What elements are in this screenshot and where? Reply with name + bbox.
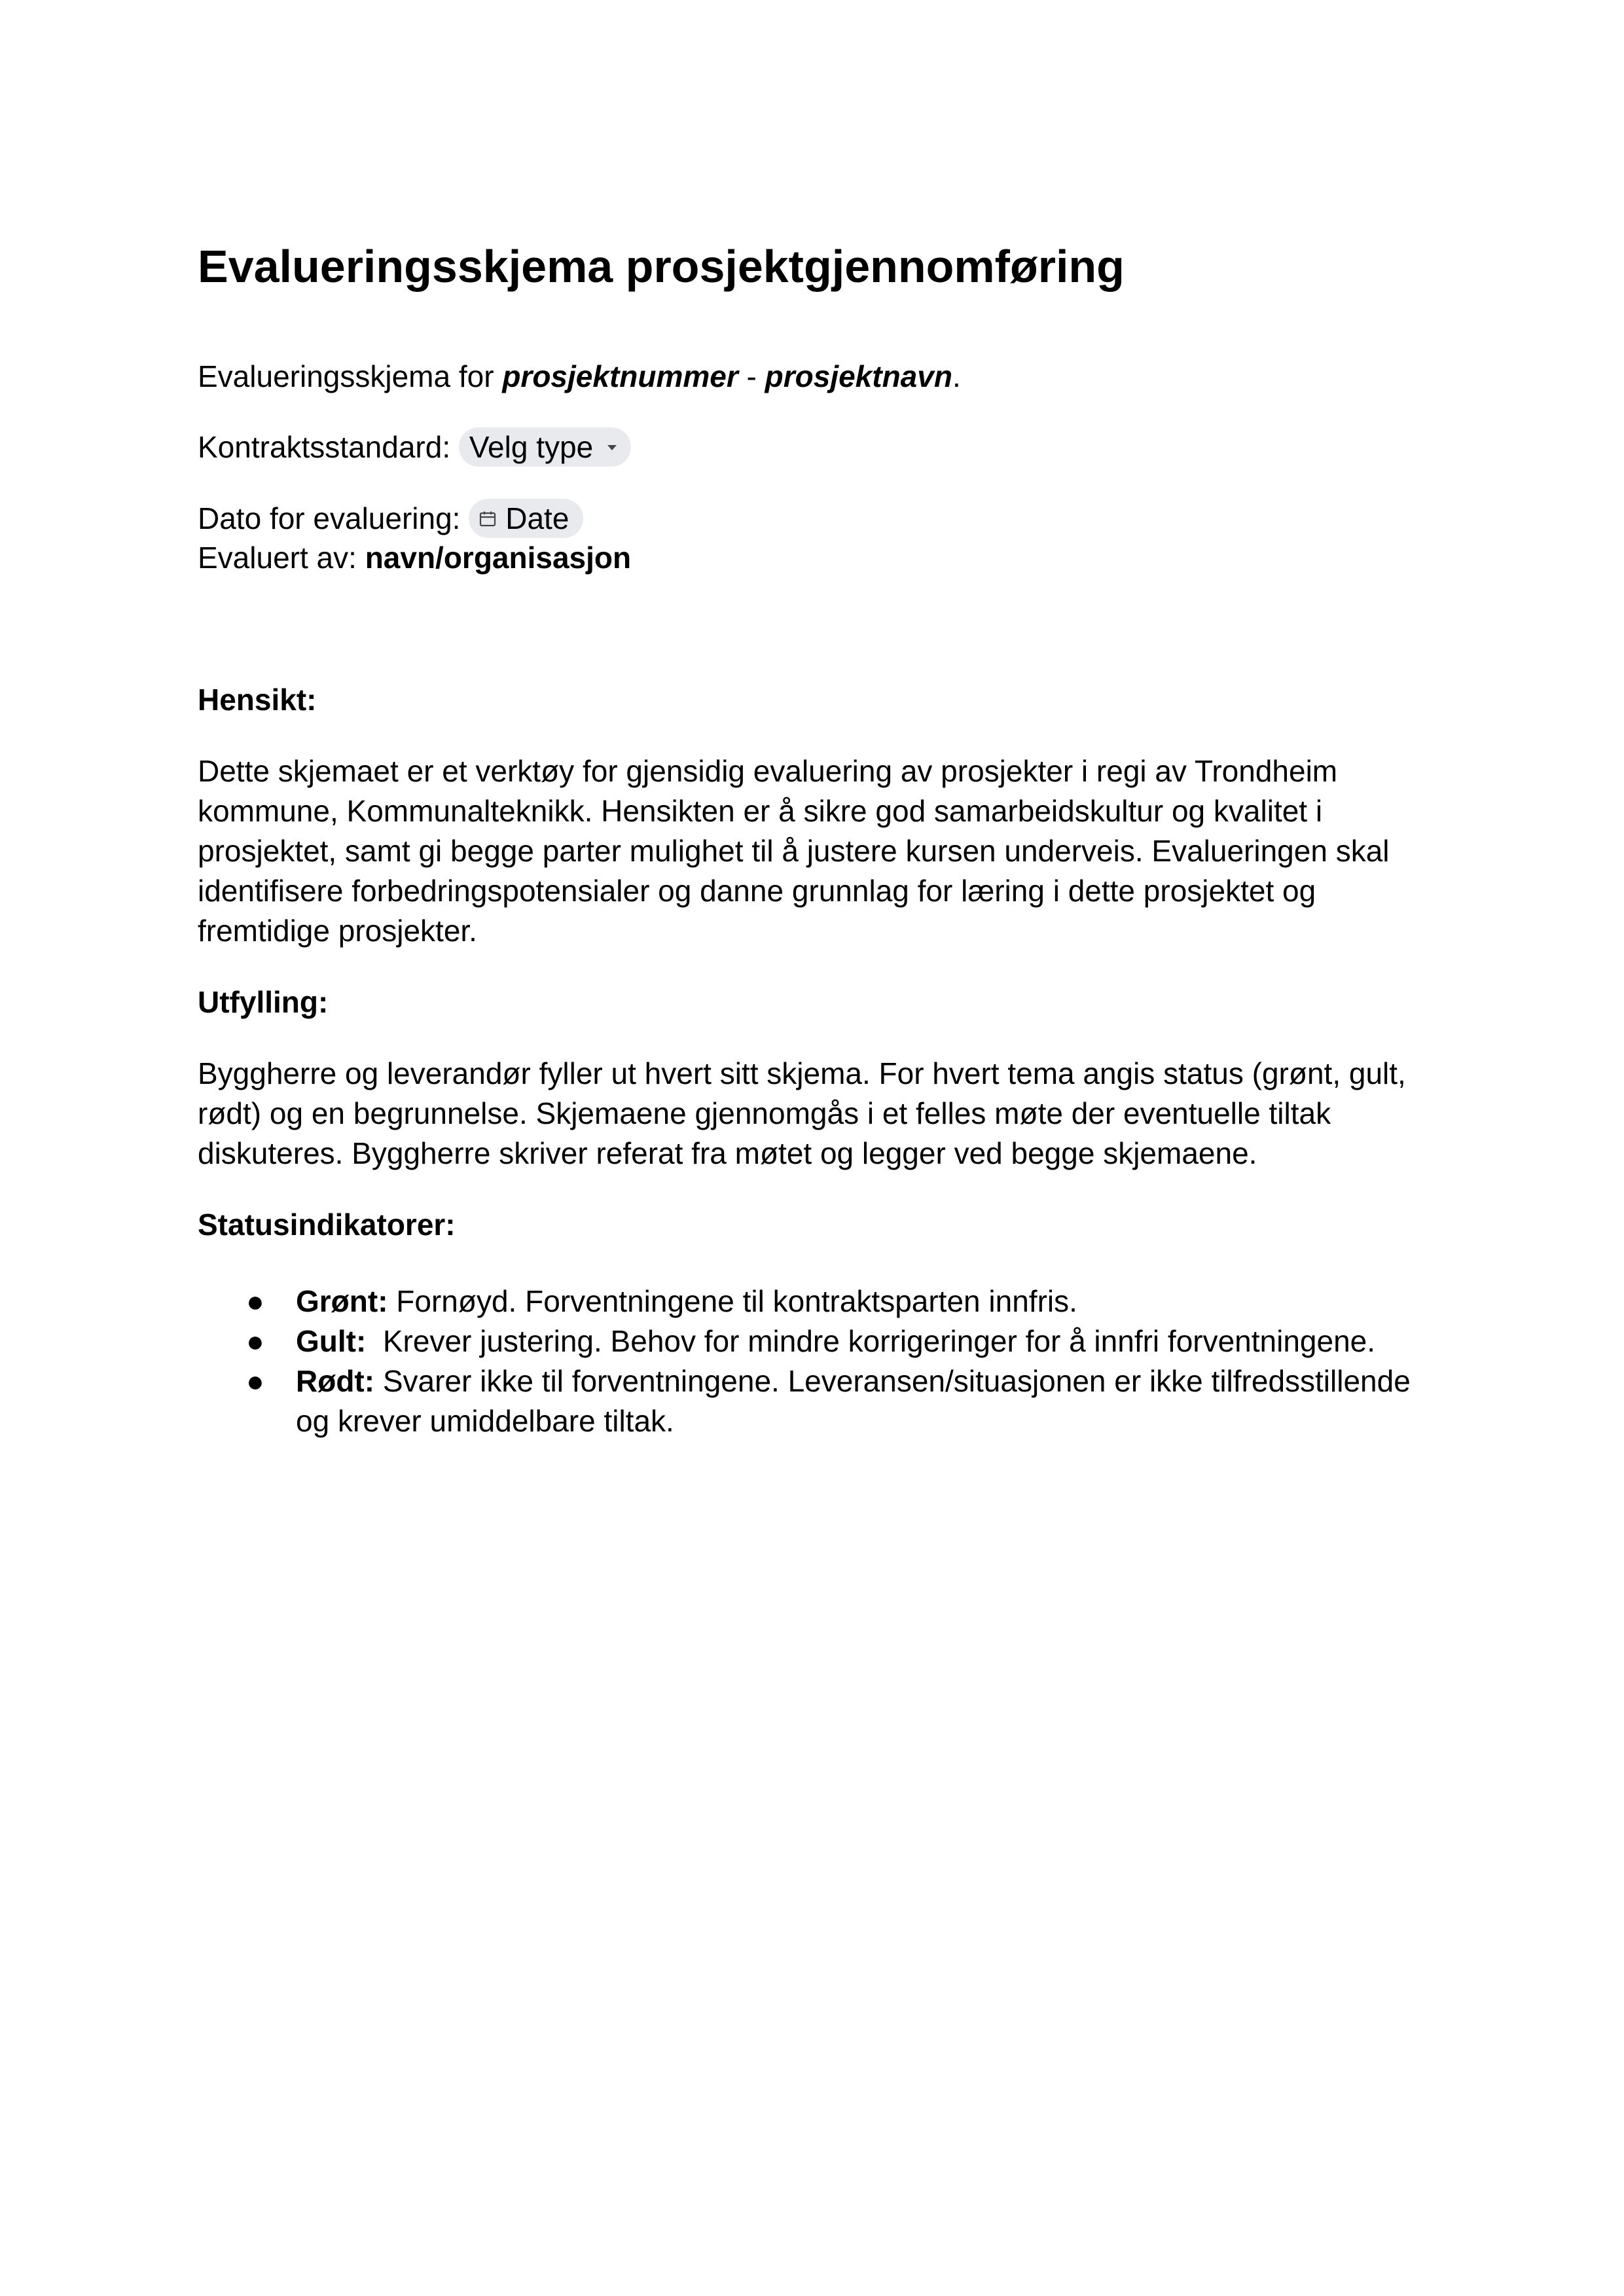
bullet-icon: ● [246,1284,264,1318]
status-indicator-list [198,1282,1428,1441]
status-indicators-heading: Statusindikatorer: [198,1208,456,1242]
evaluation-date-label: Dato for evaluering: [198,501,469,535]
filling-text: Byggherre og leverandør fyller ut hvert sitt skjema. For hvert tema angis status (grønt, gult, rødt) og en begrunnelse. Skjemaene gjennomgås i et felles møte der eventuelle tiltak diskuteres. Byggherre skriver referat fra møtet og legger ved begge skjemaene. [198,1056,1406,1170]
status-text-green: Fornøyd. Forventningene til kontraktsparten innfris. [388,1284,1077,1318]
purpose-text: Dette skjemaet er et verktøy for gjensidig evaluering av prosjekter i regi av Trondheim kommune, Kommunalteknikk. Hensikten er å sikre god samarbeidskultur og kvalitet i prosjektet, samt gi begge parter mulighet til å justere kursen underveis. Evalueringen skal identifisere forbedringspotensialer og danne grunnlag for læring i dette prosjektet og fremtidige prosjekter. [198,754,1390,948]
bullet-icon: ● [246,1324,264,1358]
evaluated-by-line [198,538,631,578]
intro-suffix: . [952,359,961,393]
bullet-icon: ● [246,1364,264,1398]
intro-separator: - [738,359,765,393]
contract-type-dropdown[interactable] [459,427,631,467]
document-title: Evalueringsskjema prosjektgjennomføring [198,241,1125,292]
evaluation-date-line [198,499,583,541]
contract-line [198,427,631,469]
intro-line [198,357,961,397]
date-value: Date [505,501,569,535]
project-name[interactable]: prosjektnavn [765,359,952,393]
purpose-heading: Hensikt: [198,683,317,717]
evaluated-by-label: Evaluert av: [198,541,365,575]
calendar-icon [479,511,496,527]
contract-type-value: Velg type [469,429,594,464]
filling-heading: Utfylling: [198,985,329,1019]
status-text-yellow: Krever justering. Behov for mindre korrigeringer for å innfri forventningene. [366,1324,1376,1358]
contract-label: Kontraktsstandard: [198,430,459,464]
status-item-red [198,1361,1428,1441]
status-text-red: Svarer ikke til forventningene. Leveransen/situasjonen er ikke tilfredsstillende og krever umiddelbare tiltak. [296,1364,1419,1438]
intro-prefix: Evalueringsskjema for [198,359,503,393]
status-label-green: Grønt: [296,1284,388,1318]
status-label-red: Rødt: [296,1364,375,1398]
date-picker-chip[interactable] [469,499,583,538]
project-number[interactable]: prosjektnummer [502,359,738,393]
status-item-green [198,1282,1428,1321]
status-item-yellow [198,1321,1428,1361]
dropdown-caret-icon [607,445,617,450]
status-label-yellow: Gult: [296,1324,367,1358]
evaluated-by-value[interactable]: navn/organisasjon [365,541,632,575]
